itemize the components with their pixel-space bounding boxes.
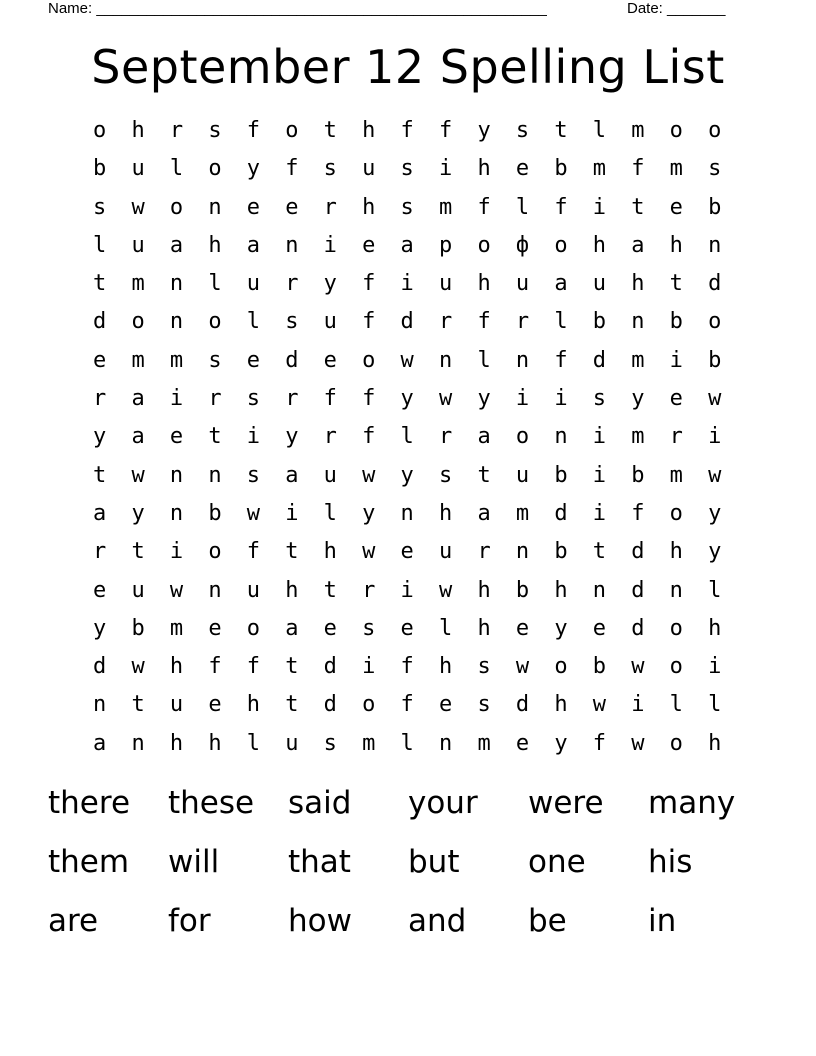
word-bank-item: one [528,844,586,880]
word-bank-item: them [48,844,130,880]
word-search-grid [93,112,747,763]
word-bank-item: many [648,785,736,821]
grid-row: buloyfsusihebmfms [93,156,747,182]
page-title: September 12 Spelling List [91,40,725,94]
word-bank-item: were [528,785,604,821]
word-bank-item: will [168,844,220,880]
word-bank-item: said [288,785,352,821]
date-field[interactable]: Date: _______ [627,0,726,17]
word-bank-item: be [528,903,567,939]
grid-row: ohrsfothffystlmoo [93,118,747,143]
word-bank-item: for [168,903,211,939]
word-bank-item: in [648,903,677,939]
grid-row: ntuehtdofesdhwill [93,692,747,718]
grid-row: emmsedeownlnfdmib [93,347,747,373]
word-bank-item: your [408,785,478,821]
grid-row: anhhlusmlnmeyfwoh [93,730,747,756]
word-bank-item: his [648,844,693,880]
name-field[interactable]: Name: ______________________________________________________ [48,0,547,17]
grid-row: rairsrffywyiisyew [93,386,747,412]
grid-row: aynbwilynhamdifoy [93,500,747,526]
word-bank-item: but [408,844,460,880]
word-bank-row [48,898,768,957]
grid-row: donolsufdrfrlbnbo [93,309,747,335]
word-bank-item: that [288,844,351,880]
word-bank [48,780,768,957]
grid-row: euwnuhtriwhbhndnl [93,577,747,603]
word-bank-item: there [48,785,131,821]
grid-row: tmnluryfiuhuauhtd [93,271,747,297]
grid-row: twnnsauwystubibmw [93,462,747,488]
grid-row: dwhfftdifhswobwoi [93,654,747,680]
grid-row: ybmeoaeselheyedoh [93,615,747,641]
grid-row: luahanieарофohahn [93,232,747,258]
word-bank-row [48,839,768,898]
word-bank-row [48,780,768,839]
word-bank-item: and [408,903,467,939]
grid-row: rtiofthweurnbtdhy [93,539,747,565]
word-bank-item: how [288,903,352,939]
word-bank-item: are [48,903,99,939]
grid-row: yaetiyrflraonimri [93,424,747,450]
word-bank-item: these [168,785,255,821]
grid-row: swoneerhsmflfiteb [93,194,747,220]
